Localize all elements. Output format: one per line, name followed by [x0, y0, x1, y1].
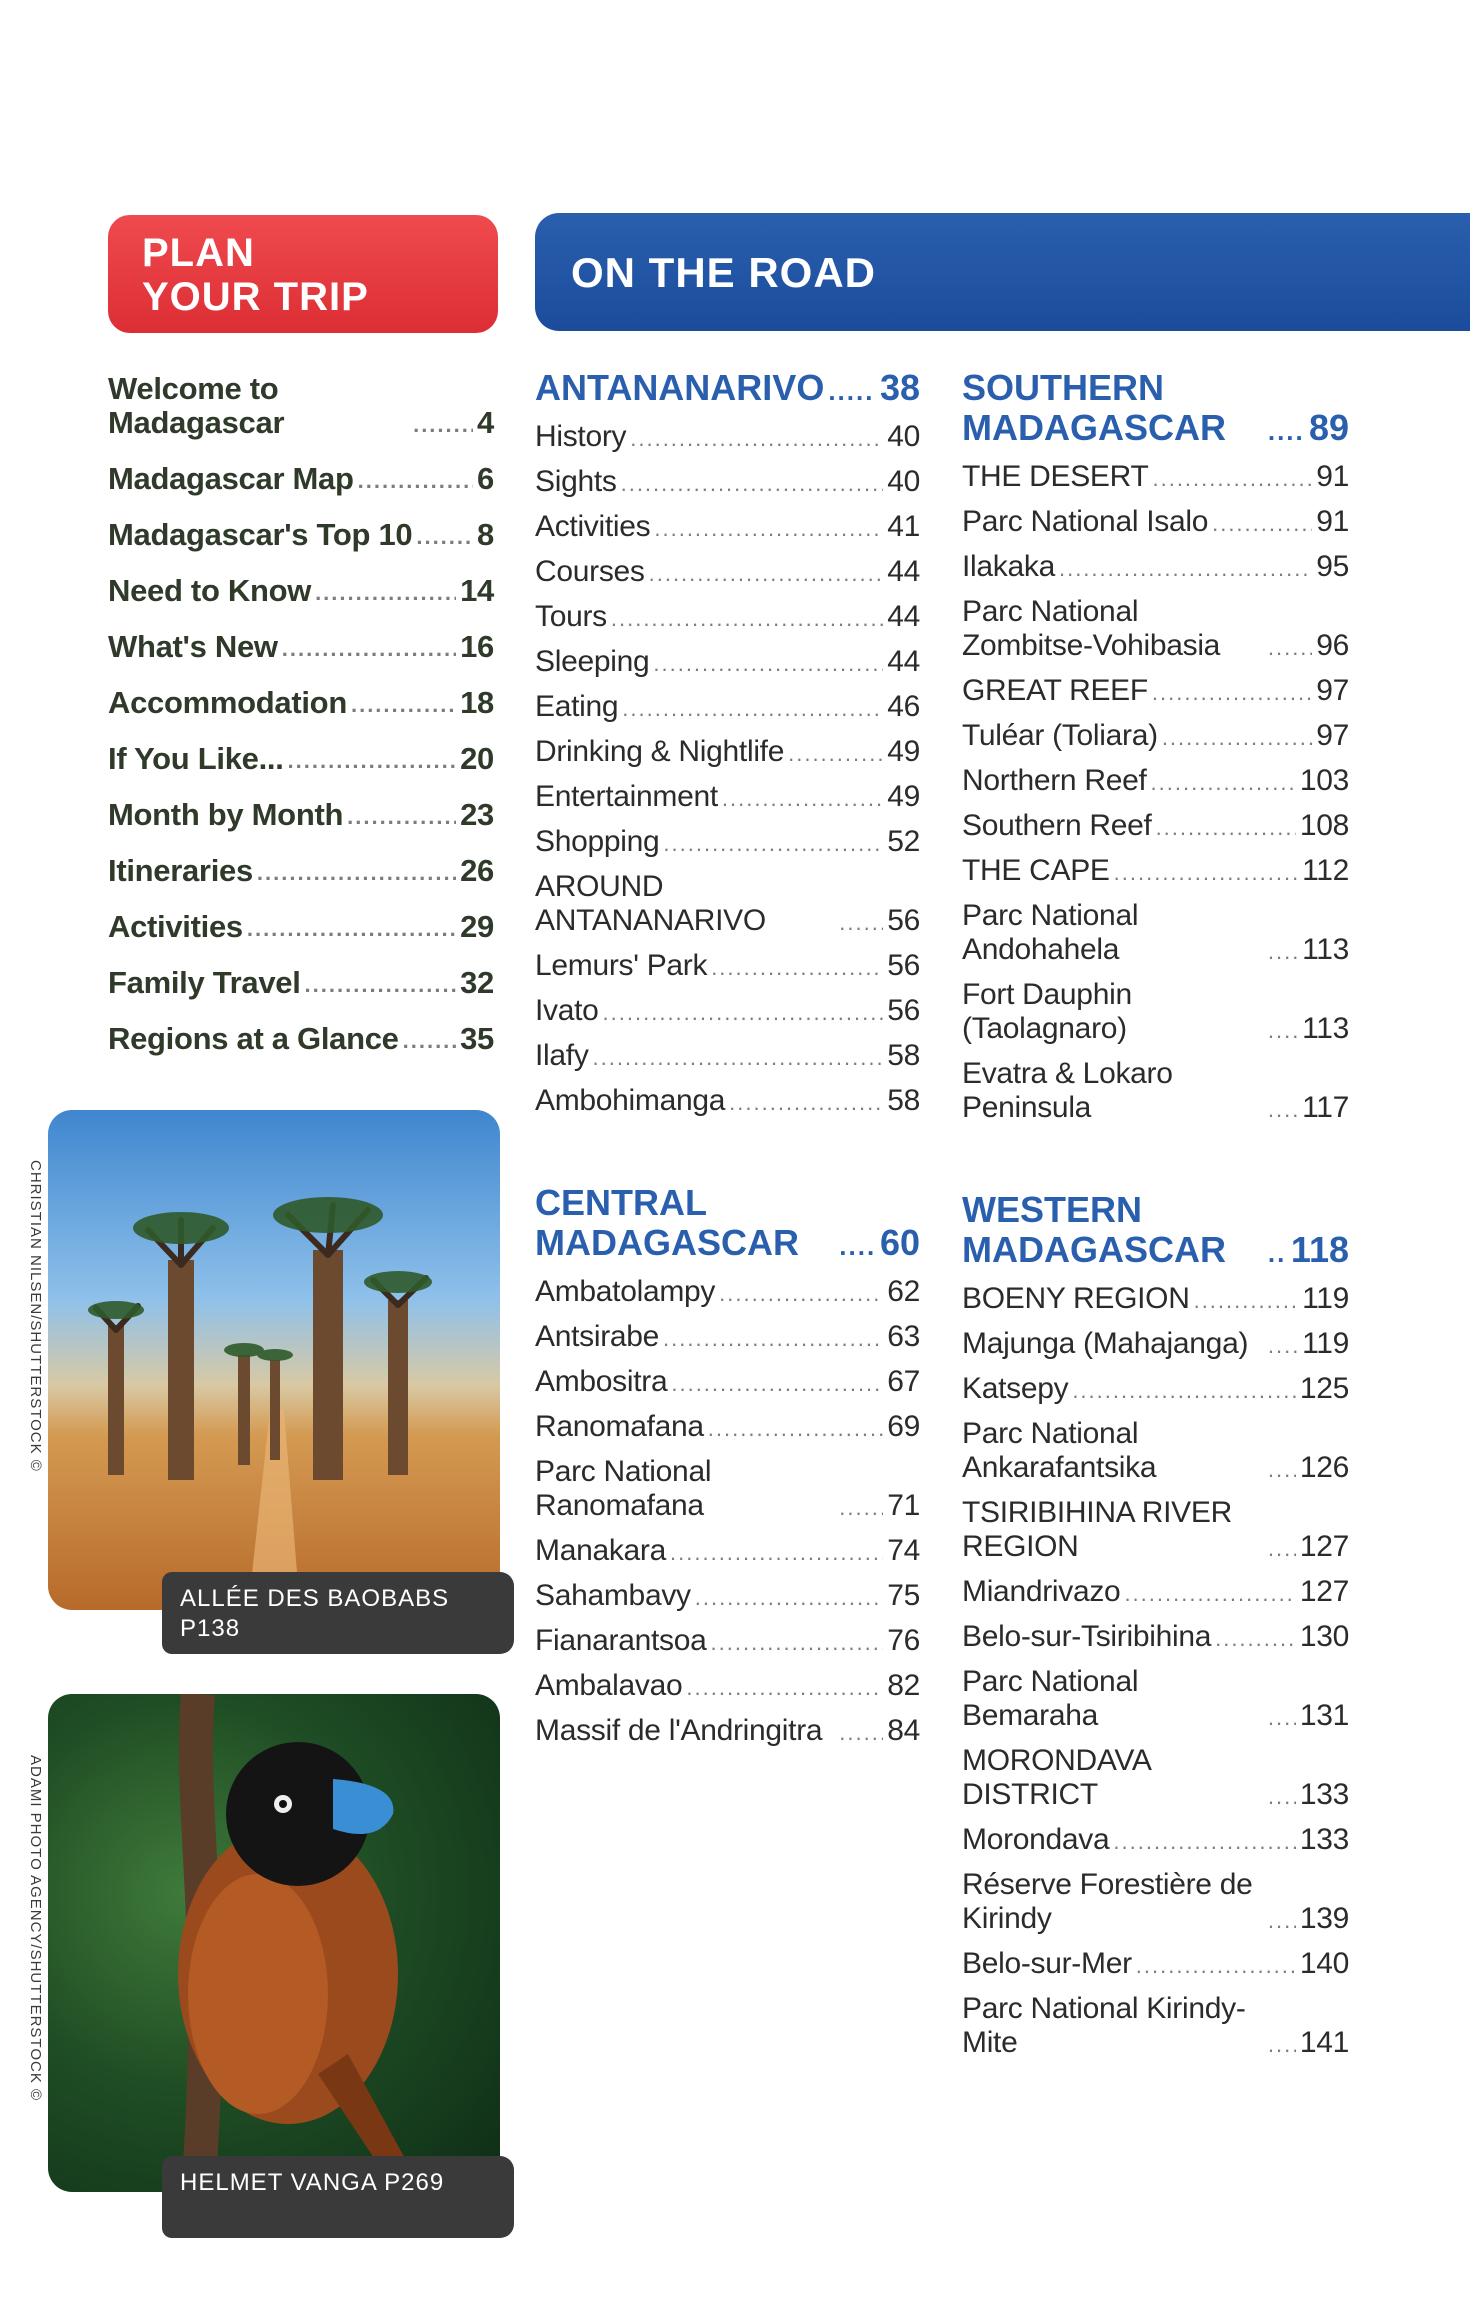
toc-entry-page: 108 — [1299, 809, 1349, 842]
toc-entry-label: Welcome to Madagascar — [108, 371, 285, 440]
toc-entry[interactable] — [535, 780, 920, 814]
toc-entry[interactable] — [962, 1417, 1349, 1485]
leader-dots — [593, 1043, 884, 1073]
toc-entry-label: Madagascar Map — [108, 461, 354, 496]
leader-dots — [663, 829, 883, 859]
toc-entry-page: 91 — [1316, 460, 1349, 493]
toc-entry-page: 29 — [460, 909, 494, 944]
leader-dots — [416, 522, 473, 552]
leader-dots — [1072, 1376, 1296, 1406]
toc-entry-label: Tuléar (Toliara) — [962, 719, 1158, 752]
toc-entry-page: 18 — [460, 685, 494, 720]
toc-entry[interactable] — [108, 630, 494, 664]
toc-entry-page: 49 — [887, 780, 920, 813]
road-title: ON THE ROAD — [571, 249, 876, 296]
toc-entry-page: 56 — [887, 949, 920, 982]
toc-entry-page: 112 — [1302, 854, 1349, 887]
toc-entry-page: 113 — [1302, 1012, 1349, 1045]
toc-entry[interactable] — [962, 978, 1349, 1046]
toc-entry-page: 119 — [1302, 1282, 1349, 1315]
toc-entry[interactable] — [962, 460, 1349, 494]
toc-entry-page: 4 — [477, 405, 494, 440]
toc-entry-page: 16 — [460, 629, 494, 664]
toc-entry[interactable] — [962, 1947, 1349, 1981]
toc-entry-page: 127 — [1299, 1575, 1349, 1608]
toc-entry-label: Ranomafana — [535, 1410, 704, 1443]
section-page: 60 — [879, 1222, 920, 1263]
toc-entry[interactable] — [108, 854, 494, 888]
toc-entry[interactable] — [535, 1365, 920, 1399]
toc-entry[interactable] — [535, 510, 920, 544]
toc-entry-page: 58 — [887, 1084, 920, 1117]
leader-dots — [722, 784, 883, 814]
photo-caption: ALLÉE DES BAOBABS P138 — [162, 1572, 514, 1654]
toc-entry-label: What's New — [108, 629, 278, 664]
leader-dots — [671, 1369, 883, 1399]
toc-entry-label: Month by Month — [108, 797, 344, 832]
plan-your-trip-list — [108, 372, 494, 1078]
toc-entry-page: 44 — [887, 555, 920, 588]
toc-entry[interactable] — [108, 518, 494, 552]
leader-dots — [351, 690, 456, 720]
toc-entry-label: Drinking & Nightlife — [535, 735, 785, 768]
toc-entry-page: 26 — [460, 853, 494, 888]
leader-dots — [413, 410, 473, 440]
toc-entry-page: 58 — [887, 1039, 920, 1072]
toc-entry[interactable] — [962, 1868, 1349, 1936]
toc-entry-page: 140 — [1299, 1947, 1349, 1980]
photo-credit: CHRISTIAN NILSEN/SHUTTERSTOCK © — [27, 1160, 44, 1472]
toc-entry-label: Manakara — [535, 1534, 667, 1567]
toc-entry[interactable] — [535, 420, 920, 454]
toc-entry-label: MORONDAVA DISTRICT — [962, 1744, 1150, 1811]
leader-dots — [1268, 1095, 1298, 1125]
toc-entry[interactable] — [962, 809, 1349, 843]
toc-entry-page: 63 — [887, 1320, 920, 1353]
toc-entry-label: Southern Reef — [962, 809, 1152, 842]
toc-entry[interactable] — [962, 1620, 1349, 1654]
toc-entry-page: 127 — [1299, 1530, 1349, 1563]
toc-entry[interactable] — [108, 372, 494, 440]
toc-entry-label: Miandrivazo — [962, 1575, 1121, 1608]
leader-dots — [788, 739, 883, 769]
leader-dots — [1268, 1236, 1287, 1270]
helmet-vanga-illustration — [48, 1694, 500, 2192]
leader-dots — [247, 914, 456, 944]
toc-entry-page: 75 — [887, 1579, 920, 1612]
toc-entry[interactable] — [962, 1992, 1349, 2060]
section-heading-western[interactable] — [962, 1190, 1349, 1270]
toc-entry-label: Majunga (Mahajanga) — [962, 1327, 1249, 1360]
toc-entry-page: 14 — [460, 573, 494, 608]
section-heading-central[interactable] — [535, 1183, 920, 1263]
photo-credit: ADAMI PHOTO AGENCY/SHUTTERSTOCK © — [27, 1755, 44, 2102]
leader-dots — [839, 1229, 876, 1263]
toc-entry-page: 6 — [477, 461, 494, 496]
toc-entry[interactable] — [962, 1823, 1349, 1857]
leader-dots — [622, 694, 883, 724]
toc-entry[interactable] — [535, 1669, 920, 1703]
toc-entry[interactable] — [535, 645, 920, 679]
leader-dots — [1268, 1534, 1296, 1564]
leader-dots — [1113, 1827, 1295, 1857]
leader-dots — [839, 908, 883, 938]
leader-dots — [1136, 1951, 1296, 1981]
toc-entry-label: Madagascar's Top 10 — [108, 517, 413, 552]
toc-entry-label: Ambohimanga — [535, 1084, 726, 1117]
toc-entry-label: Antsirabe — [535, 1320, 660, 1353]
toc-entry-page: 40 — [887, 465, 920, 498]
leader-dots — [670, 1538, 883, 1568]
toc-entry[interactable] — [108, 966, 494, 1000]
leader-dots — [708, 1414, 883, 1444]
leader-dots — [839, 1493, 883, 1523]
leader-dots — [347, 802, 456, 832]
toc-entry-label: Réserve Forestière de Kirindy — [962, 1868, 1253, 1935]
toc-entry[interactable] — [535, 555, 920, 589]
toc-entry[interactable] — [535, 1714, 920, 1748]
toc-entry-label: Ambalavao — [535, 1669, 683, 1702]
section-title: SOUTHERN MADAGASCAR — [962, 367, 1226, 448]
toc-entry-page: 74 — [887, 1534, 920, 1567]
toc-entry[interactable] — [535, 1039, 920, 1073]
leader-dots — [686, 1673, 883, 1703]
leader-dots — [1156, 813, 1296, 843]
toc-entry[interactable] — [108, 686, 494, 720]
leader-dots — [1268, 1016, 1298, 1046]
leader-dots — [603, 998, 884, 1028]
toc-entry[interactable] — [962, 1744, 1349, 1812]
toc-entry-page: 41 — [887, 510, 920, 543]
toc-entry-page: 35 — [460, 1021, 494, 1056]
leader-dots — [1268, 633, 1312, 663]
toc-entry-page: 141 — [1299, 2026, 1349, 2059]
plan-title-line1: PLAN — [142, 231, 255, 275]
toc-entry-label: Parc National Zombitse-Vohibasia — [962, 595, 1221, 662]
section-gap — [535, 1129, 920, 1183]
toc-entry[interactable] — [962, 595, 1349, 663]
toc-entry-page: 46 — [887, 690, 920, 723]
leader-dots — [1268, 414, 1305, 448]
leader-dots — [1151, 768, 1296, 798]
leader-dots — [282, 634, 456, 664]
toc-entry-page: 69 — [887, 1410, 920, 1443]
leader-dots — [1212, 509, 1312, 539]
road-column-1 — [535, 368, 920, 1759]
toc-entry-page: 97 — [1316, 719, 1349, 752]
toc-entry[interactable] — [108, 742, 494, 776]
leader-dots — [1268, 1455, 1296, 1485]
toc-entry-page: 113 — [1302, 933, 1349, 966]
toc-entry-label: Ilakaka — [962, 550, 1055, 583]
toc-entry[interactable] — [535, 690, 920, 724]
toc-entry[interactable] — [535, 1084, 920, 1118]
leader-dots — [839, 1718, 883, 1748]
toc-entry-page: 96 — [1316, 629, 1349, 662]
toc-entry[interactable] — [535, 1455, 920, 1523]
toc-entry[interactable] — [962, 674, 1349, 708]
leader-dots — [1268, 1703, 1296, 1733]
leader-dots — [1194, 1286, 1298, 1316]
toc-entry-label: Courses — [535, 555, 645, 588]
toc-entry-page: 8 — [477, 517, 494, 552]
section-page: 38 — [879, 367, 920, 408]
toc-entry[interactable] — [535, 1410, 920, 1444]
leader-dots — [711, 953, 883, 983]
toc-entry[interactable] — [962, 1575, 1349, 1609]
toc-entry[interactable] — [535, 949, 920, 983]
leader-dots — [257, 858, 456, 888]
toc-entry[interactable] — [962, 550, 1349, 584]
leader-dots — [1215, 1624, 1296, 1654]
section-gap — [962, 1136, 1349, 1190]
toc-entry-page: 133 — [1299, 1823, 1349, 1856]
toc-entry-label: Katsepy — [962, 1372, 1069, 1405]
toc-entry-page: 76 — [887, 1624, 920, 1657]
leader-dots — [288, 746, 457, 776]
toc-entry-label: Parc National Ankarafantsika — [962, 1417, 1157, 1484]
leader-dots — [654, 514, 883, 544]
toc-entry-page: 52 — [887, 825, 920, 858]
toc-entry-label: Northern Reef — [962, 764, 1147, 797]
toc-entry-page: 119 — [1302, 1327, 1349, 1360]
toc-entry-page: 23 — [460, 797, 494, 832]
toc-entry-label: Belo-sur-Mer — [962, 1947, 1132, 1980]
toc-entry-label: Fianarantsoa — [535, 1624, 707, 1657]
leader-dots — [611, 604, 883, 634]
toc-entry[interactable] — [962, 1327, 1349, 1361]
toc-entry-page: 84 — [887, 1714, 920, 1747]
road-column-2 — [962, 368, 1349, 2071]
toc-entry[interactable] — [962, 854, 1349, 888]
toc-entry[interactable] — [962, 1057, 1349, 1125]
toc-entry-label: History — [535, 420, 627, 453]
toc-entry-page: 133 — [1299, 1778, 1349, 1811]
toc-entry-label: Accommodation — [108, 685, 347, 720]
toc-entry[interactable] — [535, 1579, 920, 1613]
leader-dots — [1152, 464, 1312, 494]
toc-entry-label: THE CAPE — [962, 854, 1110, 887]
leader-dots — [1162, 723, 1312, 753]
toc-entry[interactable] — [108, 574, 494, 608]
on-the-road-banner — [535, 213, 1470, 331]
toc-entry-page: 56 — [887, 904, 920, 937]
toc-entry-page: 20 — [460, 741, 494, 776]
toc-entry[interactable] — [535, 1275, 920, 1309]
section-title: ANTANANARIVO — [535, 367, 825, 408]
toc-entry-page: 56 — [887, 994, 920, 1027]
toc-entry-label: Itineraries — [108, 853, 253, 888]
toc-entry-label: Tours — [535, 600, 607, 633]
leader-dots — [358, 466, 473, 496]
toc-entry-label: Family Travel — [108, 965, 301, 1000]
toc-entry-page: 62 — [887, 1275, 920, 1308]
leader-dots — [403, 1026, 456, 1056]
toc-entry-page: 71 — [887, 1489, 920, 1522]
section-page: 89 — [1308, 407, 1349, 448]
toc-entry[interactable] — [535, 825, 920, 859]
toc-entry-label: Need to Know — [108, 573, 312, 608]
leader-dots — [828, 374, 876, 408]
leader-dots — [1268, 2030, 1296, 2060]
toc-entry-label: Parc National Ranomafana — [535, 1455, 712, 1522]
toc-entry[interactable] — [962, 1665, 1349, 1733]
section-heading-antananarivo[interactable] — [535, 368, 920, 408]
toc-entry-label: Parc National Bemaraha — [962, 1665, 1139, 1732]
toc-entry-label: Regions at a Glance — [108, 1021, 399, 1056]
toc-entry-label: BOENY REGION — [962, 1282, 1190, 1315]
toc-entry-label: TSIRIBIHINA RIVER REGION — [962, 1496, 1232, 1563]
toc-entry-page: 103 — [1299, 764, 1349, 797]
leader-dots — [1114, 858, 1298, 888]
toc-entry-label: If You Like... — [108, 741, 284, 776]
toc-entry-page: 44 — [887, 645, 920, 678]
leader-dots — [621, 469, 884, 499]
toc-entry[interactable] — [962, 1372, 1349, 1406]
toc-entry-label: Entertainment — [535, 780, 718, 813]
toc-entry-label: Sahambavy — [535, 1579, 691, 1612]
toc-entry-label: Parc National Isalo — [962, 505, 1209, 538]
toc-entry-page: 82 — [887, 1669, 920, 1702]
toc-entry-label: Eating — [535, 690, 619, 723]
leader-dots — [1152, 678, 1312, 708]
toc-entry-label: Activities — [535, 510, 651, 543]
helmet-vanga-photo[interactable] — [48, 1694, 500, 2192]
photo-caption: HELMET VANGA P269 — [162, 2156, 514, 2238]
toc-entry-label: Activities — [108, 909, 243, 944]
leader-dots — [1268, 1331, 1298, 1361]
toc-entry-label: Ivato — [535, 994, 599, 1027]
leader-dots — [729, 1088, 883, 1118]
toc-entry[interactable] — [962, 505, 1349, 539]
leader-dots — [695, 1583, 883, 1613]
toc-entry-label: Ilafy — [535, 1039, 589, 1072]
leader-dots — [719, 1279, 883, 1309]
toc-entry[interactable] — [962, 764, 1349, 798]
toc-entry[interactable] — [535, 600, 920, 634]
section-page: 118 — [1290, 1229, 1349, 1270]
section-title: WESTERN MADAGASCAR — [962, 1189, 1226, 1270]
toc-entry[interactable] — [962, 1496, 1349, 1564]
toc-entry-label: Morondava — [962, 1823, 1110, 1856]
toc-entry-label: Shopping — [535, 825, 660, 858]
toc-entry-page: 125 — [1299, 1372, 1349, 1405]
toc-entry-page: 44 — [887, 600, 920, 633]
leader-dots — [653, 649, 883, 679]
toc-entry[interactable] — [535, 735, 920, 769]
leader-dots — [1268, 1782, 1296, 1812]
toc-entry[interactable] — [535, 870, 920, 938]
toc-entry-label: Fort Dauphin (Taolagnaro) — [962, 978, 1132, 1045]
leader-dots — [1268, 1906, 1296, 1936]
baobab-photo[interactable] — [48, 1110, 500, 1610]
leader-dots — [663, 1324, 883, 1354]
leader-dots — [315, 578, 456, 608]
toc-entry-page: 117 — [1302, 1091, 1349, 1124]
plan-title-line2: YOUR TRIP — [142, 275, 369, 319]
leader-dots — [630, 424, 883, 454]
toc-entry[interactable] — [962, 899, 1349, 967]
leader-dots — [1268, 937, 1298, 967]
toc-entry[interactable] — [535, 1534, 920, 1568]
plan-your-trip-banner — [108, 215, 498, 333]
toc-entry-label: Parc National Kirindy-Mite — [962, 1992, 1246, 2059]
toc-entry-page: 126 — [1299, 1451, 1349, 1484]
toc-entry-page: 95 — [1316, 550, 1349, 583]
toc-entry[interactable] — [535, 465, 920, 499]
toc-entry-label: Parc National Andohahela — [962, 899, 1139, 966]
section-title: CENTRAL MADAGASCAR — [535, 1182, 799, 1263]
toc-entry[interactable] — [108, 462, 494, 496]
toc-entry-page: 130 — [1299, 1620, 1349, 1653]
toc-entry[interactable] — [108, 910, 494, 944]
toc-entry-page: 32 — [460, 965, 494, 1000]
toc-entry-page: 40 — [887, 420, 920, 453]
toc-entry-label: Sleeping — [535, 645, 650, 678]
toc-entry-label: Evatra & Lokaro Peninsula — [962, 1057, 1173, 1124]
toc-entry[interactable] — [535, 1624, 920, 1658]
toc-entry-page: 91 — [1316, 505, 1349, 538]
toc-entry-page: 97 — [1316, 674, 1349, 707]
leader-dots — [1059, 554, 1312, 584]
leader-dots — [305, 970, 457, 1000]
toc-entry-label: Ambatolampy — [535, 1275, 716, 1308]
toc-entry[interactable] — [962, 1282, 1349, 1316]
toc-entry[interactable] — [535, 1320, 920, 1354]
toc-entry-label: GREAT REEF — [962, 674, 1148, 707]
toc-entry-label: Sights — [535, 465, 617, 498]
baobab-illustration — [48, 1110, 500, 1610]
toc-entry-label: THE DESERT — [962, 460, 1149, 493]
toc-entry[interactable] — [535, 994, 920, 1028]
toc-entry-label: AROUND ANTANANARIVO — [535, 870, 766, 937]
section-heading-southern[interactable] — [962, 368, 1349, 448]
toc-entry-label: Ambositra — [535, 1365, 668, 1398]
toc-entry-page: 67 — [887, 1365, 920, 1398]
leader-dots — [649, 559, 884, 589]
toc-entry-page: 131 — [1299, 1699, 1349, 1732]
toc-entry-label: Belo-sur-Tsiribihina — [962, 1620, 1212, 1653]
toc-entry[interactable] — [108, 798, 494, 832]
toc-entry-page: 49 — [887, 735, 920, 768]
leader-dots — [1124, 1579, 1295, 1609]
toc-entry-label: Massif de l'Andringitra — [535, 1714, 823, 1747]
toc-entry[interactable] — [108, 1022, 494, 1056]
leader-dots — [711, 1628, 884, 1658]
toc-entry-label: Lemurs' Park — [535, 949, 708, 982]
toc-entry-page: 139 — [1299, 1902, 1349, 1935]
toc-entry[interactable] — [962, 719, 1349, 753]
